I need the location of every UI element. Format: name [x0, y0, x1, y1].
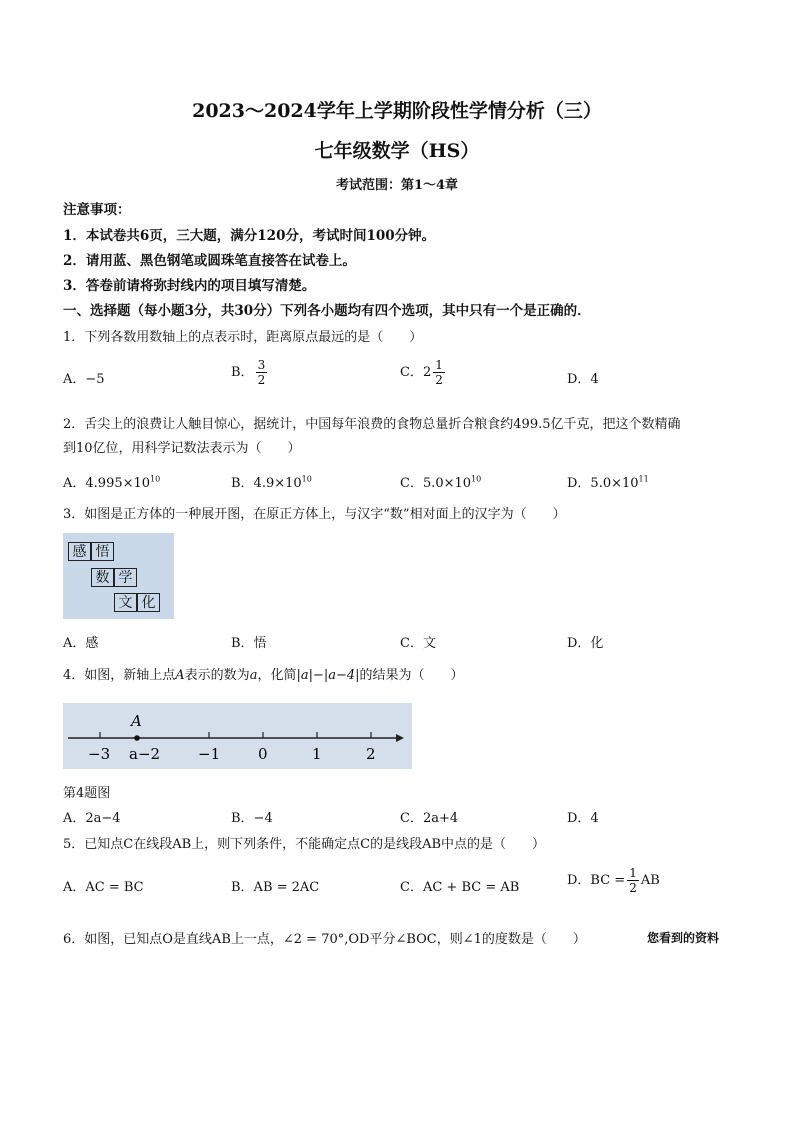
number-line-svg — [63, 703, 412, 769]
notes-item-2: 2．请用蓝、黑色钢笔或圆珠笔直接答在试卷上。 — [63, 253, 356, 269]
q3-option-d: D．化 — [567, 636, 604, 651]
notes-heading: 注意事项： — [63, 202, 131, 218]
q5-option-b: B．AB = 2AC — [231, 880, 320, 895]
cube-face-shu: 数 — [91, 568, 114, 587]
q1-option-b: B． $\frac{3}{2}$ — [231, 358, 266, 387]
exam-scope: 考试范围：第1～4章 — [335, 178, 459, 193]
q1-stem: 1．下列各数用数轴上的点表示时，距离原点最远的是（ ） — [63, 330, 423, 345]
notes-item-1: 1．本试卷共6页，三大题，满分120分，考试时间100分钟。 — [63, 228, 436, 244]
q1-option-d: D．4 — [567, 372, 599, 387]
q1-option-a: A．−5 — [63, 372, 105, 387]
q3-stem: 3．如图是正方体的一种展开图，在原正方体上，与汉字“数”相对面上的汉字为（ ） — [63, 507, 566, 522]
q5-option-c: C．AC + BC = AB — [400, 880, 520, 895]
q4-figure-caption: 第4题图 — [63, 786, 111, 801]
q4-option-c: C．2a+4 — [400, 811, 459, 826]
q1-option-c: C．2 $\frac{1}{2}$ — [400, 358, 443, 387]
q3-option-a: A．感 — [63, 636, 99, 651]
q5-option-a: A．AC = BC — [63, 880, 144, 895]
q5-stem: 5．已知点C在线段AB上，则下列条件，不能确定点C的是线段AB中点的是（ ） — [63, 837, 546, 852]
point-a-dot — [134, 735, 140, 741]
tick-label-neg1: −1 — [198, 745, 221, 763]
q2-option-c: C．$5.0\times 10^{10}$ — [400, 474, 482, 491]
tick-label-0: 0 — [258, 745, 268, 763]
q2-option-a: A．$4.995\times 10^{10}$ — [63, 474, 161, 491]
tick-label-a-2: a−2 — [129, 745, 161, 763]
cube-face-wen: 文 — [114, 593, 137, 612]
cube-face-gan: 感 — [68, 542, 91, 561]
q6-stem: 6．如图，已知点O是直线AB上一点，∠2 = 70°,OD平分∠BOC，则∠1的度数是（ ） — [63, 932, 586, 947]
q5-option-d: D．BC = $\frac{1}{2}$ AB — [567, 866, 660, 895]
q2-stem-line1: 2．舌尖上的浪费让人触目惊心，据统计，中国每年浪费的食物总量折合粮食约499.5亿千克，把这个数精确 — [63, 417, 681, 432]
q2-stem-line2: 到10亿位，用科学记数法表示为（ ） — [63, 441, 301, 456]
cube-net-figure — [63, 533, 174, 619]
number-line-figure — [63, 703, 412, 769]
q4-option-d: D．4 — [567, 811, 599, 826]
q6-trailing-text: 您看到的资料 — [647, 931, 720, 945]
page-subtitle: 七年级数学（HS） — [314, 140, 480, 162]
q4-option-a: A．2a−4 — [63, 811, 121, 826]
q4-stem: 4．如图，新轴上点A表示的数为a，化简|a|−|a−4|的结果为（ ） — [63, 668, 464, 683]
notes-item-3: 3．答卷前请将弥封线内的项目填写清楚。 — [63, 278, 316, 294]
page-title: 2023～2024学年上学期阶段性学情分析（三） — [192, 100, 602, 122]
section-1-heading: 一、选择题（每小题3分，共30分）下列各小题均有四个选项，其中只有一个是正确的． — [63, 303, 591, 319]
cube-face-xue: 学 — [114, 568, 137, 587]
cube-face-wu: 悟 — [91, 542, 114, 561]
point-a-label: A — [131, 712, 142, 730]
axis-arrow — [396, 734, 404, 742]
q2-option-d: D．$5.0\times 10^{11}$ — [567, 474, 649, 491]
tick-label-neg3: −3 — [88, 745, 111, 763]
tick-label-2: 2 — [366, 745, 376, 763]
q4-option-b: B．−4 — [231, 811, 273, 826]
cube-face-hua: 化 — [137, 593, 160, 612]
q3-option-c: C．文 — [400, 636, 436, 651]
tick-label-1: 1 — [312, 745, 322, 763]
q3-option-b: B．悟 — [231, 636, 267, 651]
q2-option-b: B．$4.9\times 10^{10}$ — [231, 474, 312, 491]
